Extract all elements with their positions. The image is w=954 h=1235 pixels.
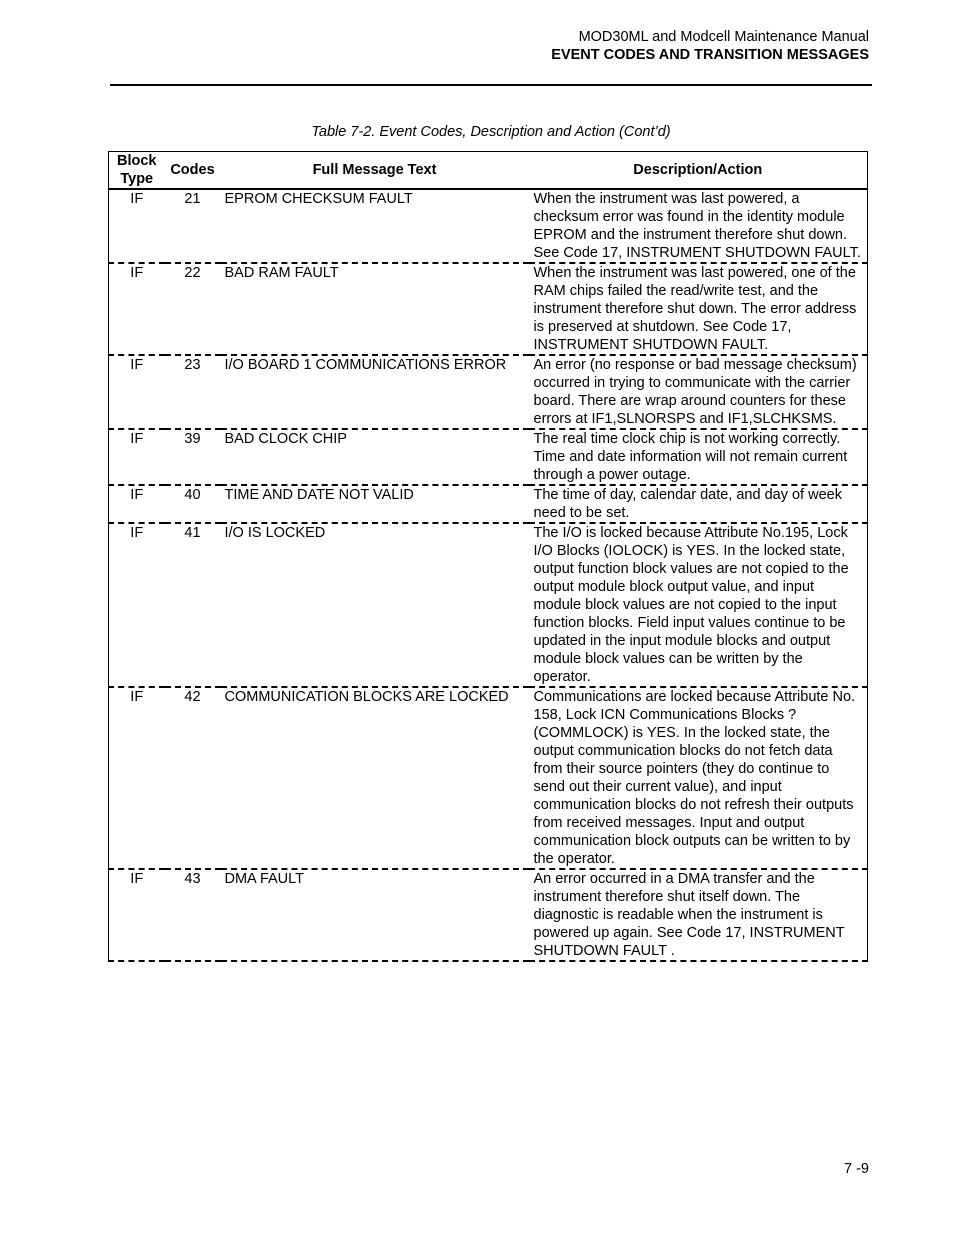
cell-code: 41 bbox=[165, 523, 221, 687]
cell-code: 22 bbox=[165, 263, 221, 355]
cell-message: BAD RAM FAULT bbox=[221, 263, 529, 355]
table-row bbox=[109, 523, 868, 687]
cell-block-type: IF bbox=[109, 355, 165, 429]
cell-description: When the instrument was last powered, a checksum error was found in the identity module EPROM and the instrument therefore shut down. See Code 17, INSTRUMENT SHUTDOWN FAULT. bbox=[529, 189, 868, 263]
section-title: EVENT CODES AND TRANSITION MESSAGES bbox=[551, 47, 869, 63]
table-row bbox=[109, 429, 868, 485]
cell-description: The real time clock chip is not working correctly. Time and date information will not remain current through a power outage. bbox=[529, 429, 868, 485]
table-row bbox=[109, 687, 868, 869]
cell-description: An error (no response or bad message checksum) occurred in trying to communicate with the carrier board. There are wrap around counters for these errors at IF1,SLNORSPS and IF1,SLCHKSMS. bbox=[529, 355, 868, 429]
event-codes-table bbox=[108, 151, 867, 962]
table-header-row bbox=[109, 152, 868, 190]
cell-code: 43 bbox=[165, 869, 221, 961]
cell-message: COMMUNICATION BLOCKS ARE LOCKED bbox=[221, 687, 529, 869]
table-caption: Table 7-2. Event Codes, Description and Action (Cont’d) bbox=[311, 124, 671, 140]
cell-block-type: IF bbox=[109, 189, 165, 263]
table-row bbox=[109, 189, 868, 263]
cell-code: 39 bbox=[165, 429, 221, 485]
cell-block-type: IF bbox=[109, 485, 165, 523]
cell-description: The I/O is locked because Attribute No.195, Lock I/O Blocks (IOLOCK) is YES. In the locked state, output function block values are not copied to the output module block output value, and input module block values are not copied to the input function blocks. Field input values continue to be updated in the input module blocks and output module block values can be written by the operator. bbox=[529, 523, 868, 687]
column-header-codes: Codes bbox=[165, 152, 221, 190]
cell-message: TIME AND DATE NOT VALID bbox=[221, 485, 529, 523]
cell-message: BAD CLOCK CHIP bbox=[221, 429, 529, 485]
cell-message: DMA FAULT bbox=[221, 869, 529, 961]
cell-message: EPROM CHECKSUM FAULT bbox=[221, 189, 529, 263]
cell-block-type: IF bbox=[109, 523, 165, 687]
table-row bbox=[109, 263, 868, 355]
cell-code: 21 bbox=[165, 189, 221, 263]
cell-description: An error occurred in a DMA transfer and the instrument therefore shut itself down. The diagnostic is readable when the instrument is powered up again. See Code 17, INSTRUMENT SHUTDOWN FAULT . bbox=[529, 869, 868, 961]
column-header-description: Description/Action bbox=[529, 152, 868, 190]
cell-block-type: IF bbox=[109, 263, 165, 355]
cell-description: The time of day, calendar date, and day of week need to be set. bbox=[529, 485, 868, 523]
cell-message: I/O IS LOCKED bbox=[221, 523, 529, 687]
cell-message: I/O BOARD 1 COMMUNICATIONS ERROR bbox=[221, 355, 529, 429]
table-row bbox=[109, 869, 868, 961]
cell-code: 42 bbox=[165, 687, 221, 869]
cell-code: 23 bbox=[165, 355, 221, 429]
page-header bbox=[551, 28, 869, 64]
cell-description: When the instrument was last powered, one of the RAM chips failed the read/write test, and the instrument therefore shut down. The error address is preserved at shutdown. See Code 17, INSTRUMENT SHUTDOWN FAULT. bbox=[529, 263, 868, 355]
cell-block-type: IF bbox=[109, 687, 165, 869]
cell-block-type: IF bbox=[109, 869, 165, 961]
column-header-message: Full Message Text bbox=[221, 152, 529, 190]
column-header-block-type-line2: Type bbox=[120, 171, 154, 187]
column-header-block-type-line1: Block bbox=[117, 153, 157, 169]
table-row bbox=[109, 485, 868, 523]
header-rule bbox=[110, 84, 872, 86]
cell-description: Communications are locked because Attribute No. 158, Lock ICN Communications Blocks ? (COMMLOCK) is YES. In the locked state, the output communication blocks do not fetch data from their source pointers (they do continue to send out their current value), and input communication blocks do not refresh their outputs from received messages. Input and output communication block outputs can be written to by the operator. bbox=[529, 687, 868, 869]
cell-code: 40 bbox=[165, 485, 221, 523]
manual-title: MOD30ML and Modcell Maintenance Manual bbox=[578, 29, 869, 45]
cell-block-type: IF bbox=[109, 429, 165, 485]
page-number: 7 -9 bbox=[844, 1161, 869, 1177]
table-row bbox=[109, 355, 868, 429]
column-header-block-type bbox=[109, 152, 165, 190]
